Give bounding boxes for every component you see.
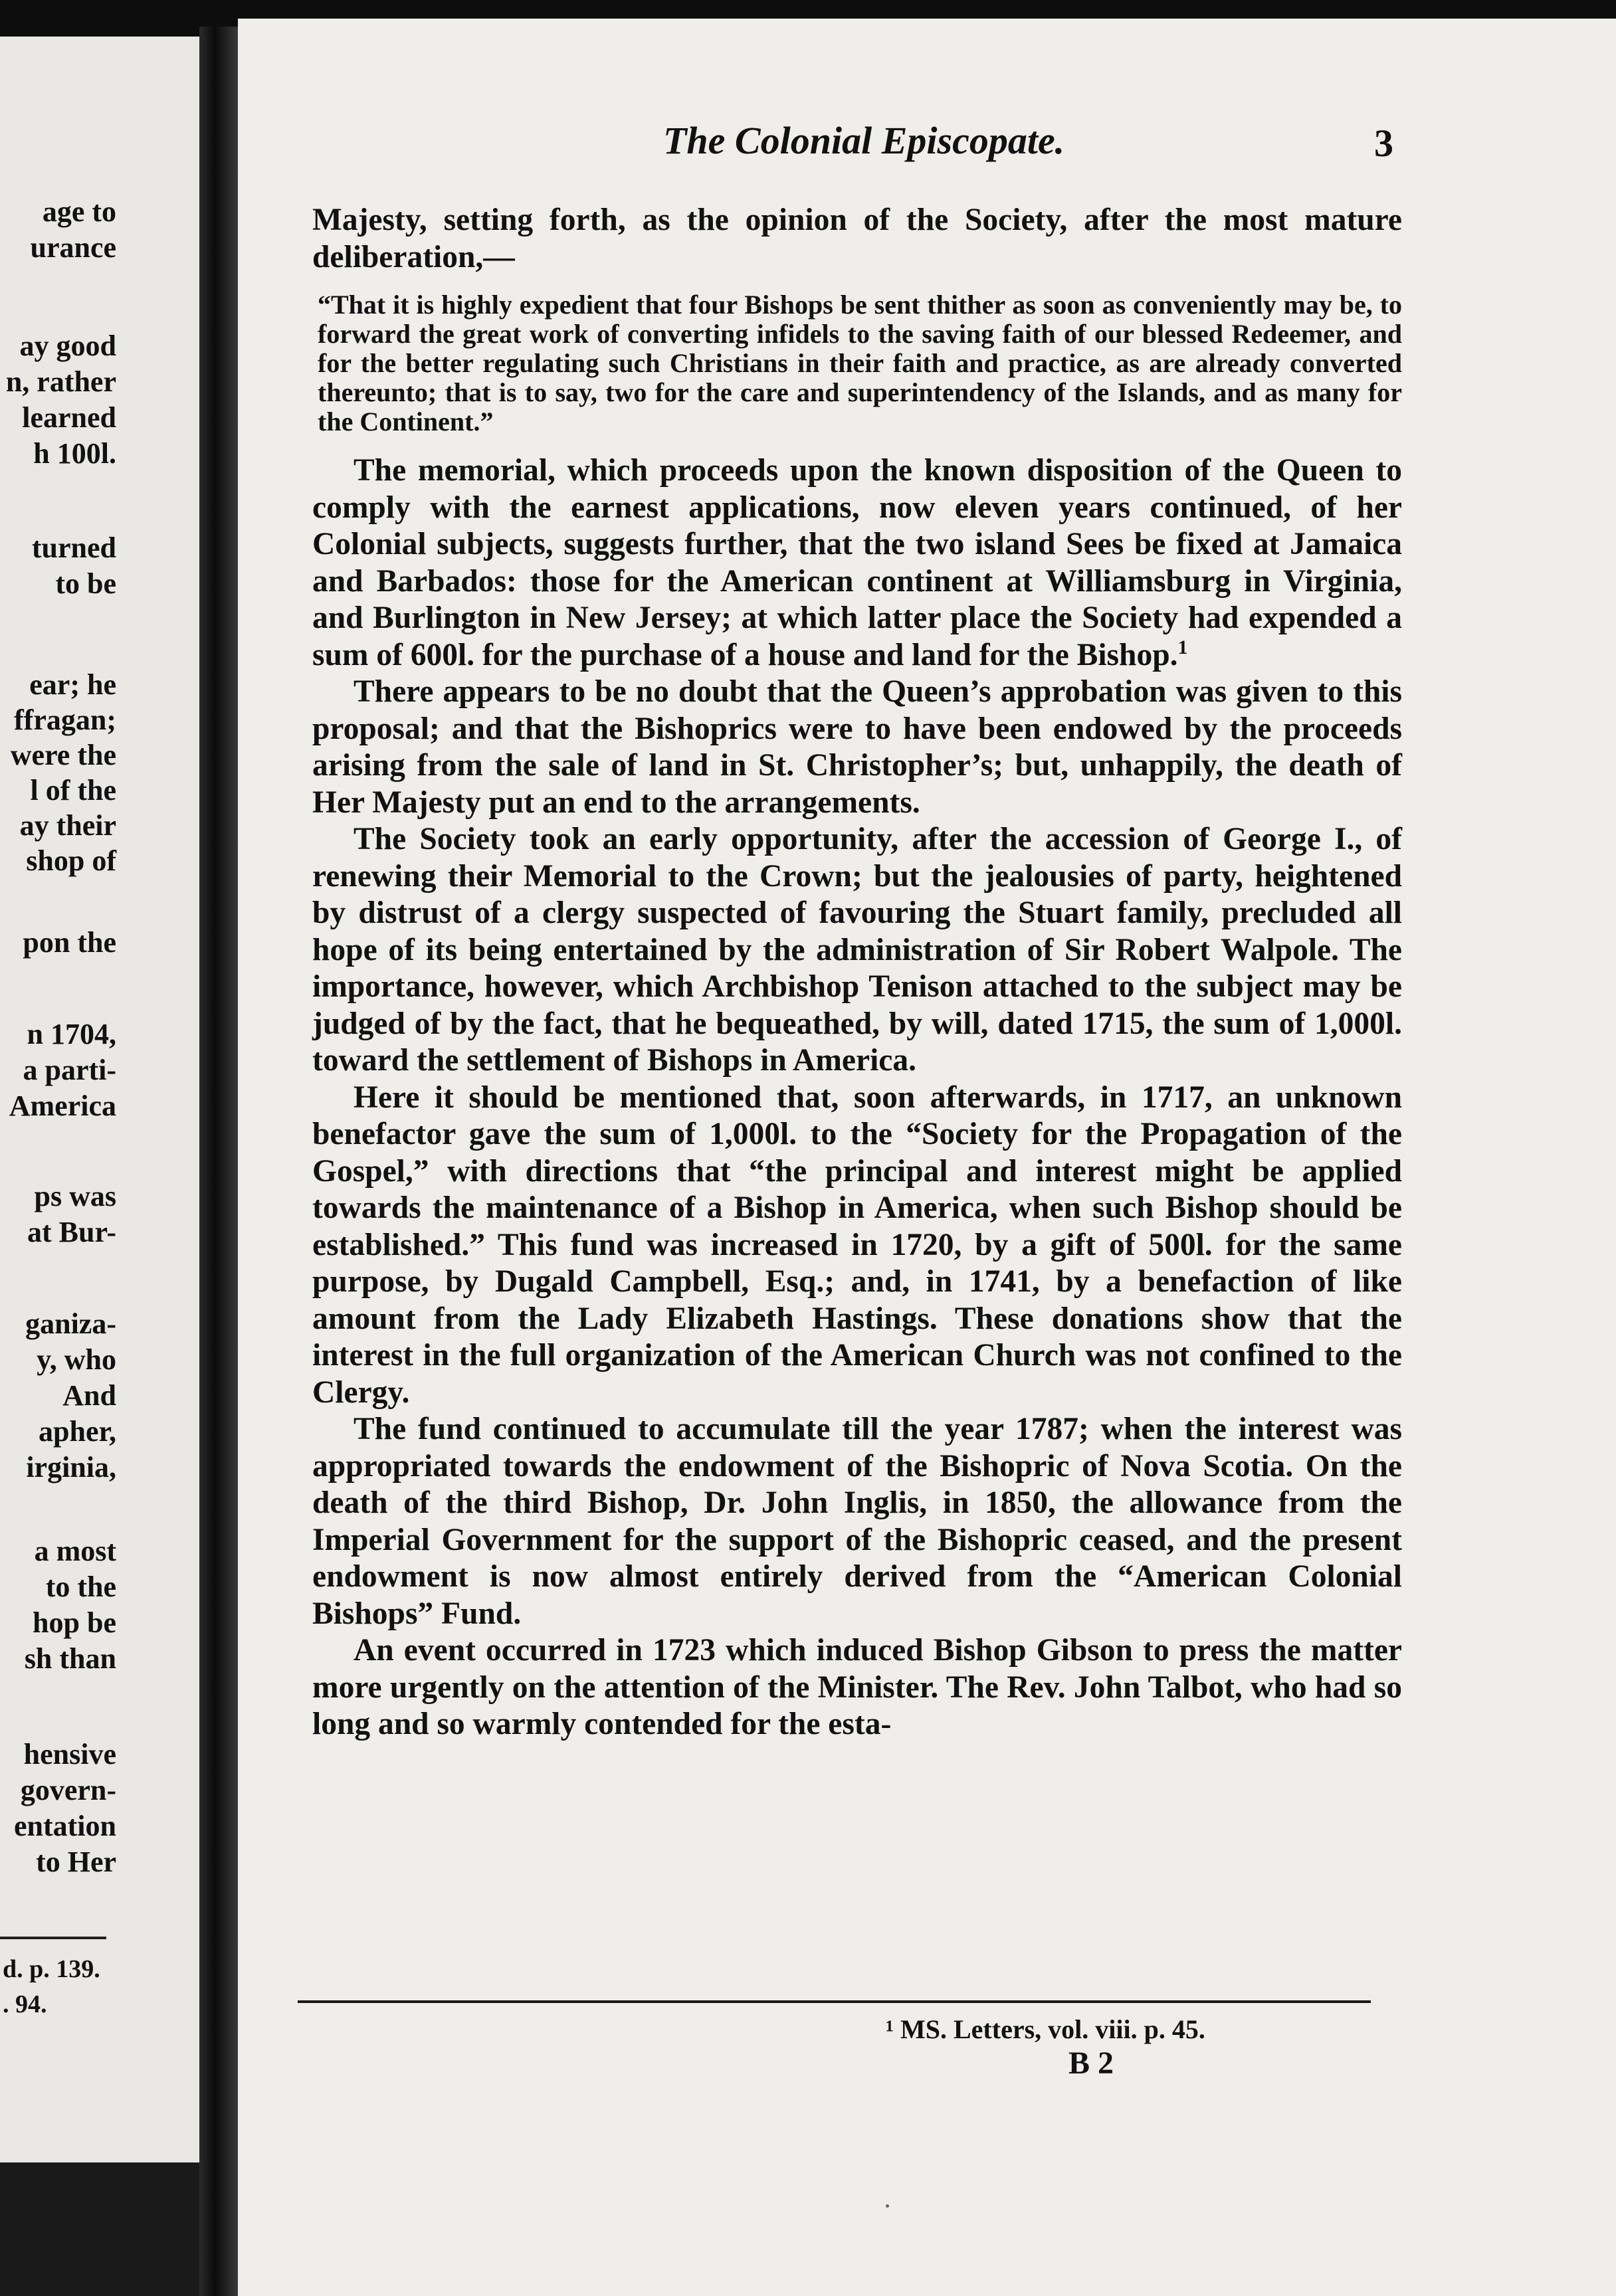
left-footnote: d. p. 139. (3, 1955, 100, 1983)
opening-paragraph: Majesty, setting forth, as the opinion of the Society, after the most mature deliberation,— (312, 203, 1402, 274)
left-line: hensive (23, 1738, 116, 1770)
body-paragraph (312, 452, 1402, 674)
left-line: entation (14, 1810, 116, 1842)
left-line: to the (45, 1571, 116, 1603)
left-footnote: . 94. (3, 1990, 47, 2018)
left-line: learned (22, 401, 116, 434)
left-line: to be (55, 567, 116, 600)
footnote: ¹ MS. Letters, vol. viii. p. 45. (886, 2014, 1205, 2044)
left-line: l of the (30, 774, 116, 807)
left-line: And (62, 1379, 116, 1412)
book-gutter (199, 27, 238, 2296)
left-line: irginia, (26, 1451, 116, 1483)
paragraph-text: The memorial, which proceeds upon the known disposition of the Queen to comply with the earnest applications, now eleven years continued, of her Colonial subjects, suggests further, that the two island Sees be fixed at Jamaica and Barbados: those for the American continent at Williamsburg in Virginia, and Burlington in New Jersey; at which latter place the Society had expended a sum of 600l. for the purchase of a house and land for the Bishop. (312, 453, 1402, 672)
left-line: shop of (26, 844, 116, 877)
page-header (238, 118, 1616, 165)
footnote-marker: 1 (1177, 636, 1188, 658)
right-page (238, 19, 1616, 2296)
body-paragraph: The fund continued to accumulate till the year 1787; when the interest was appropriated towards the endowment of the Bishopric of Nova Scotia. On the death of the third Bishop, Dr. John Inglis, in 1850, the allowance from the Imperial Government for the support of the Bishopric ceased, and the present endowment is now almost entirely derived from the “American Colonial Bishops” Fund. (312, 1412, 1402, 1631)
body-paragraph: Here it should be mentioned that, soon afterwards, in 1717, an unknown benefactor gave the sum of 1,000l. to the “Society for the Propagation of the Gospel,” with directions that “the principal and interest might be applied towards the maintenance of a Bishop in America, when such Bishop should be established.” This fund was increased in 1720, by a gift of 500l. for the same purpose, by Dugald Campbell, Esq.; and, in 1741, by a benefaction of like amount from the Lady Elizabeth Hastings. These donations show that the interest in the full organization of the American Church was not confined to the Clergy. (312, 1080, 1402, 1410)
left-footnote-rule (0, 1937, 106, 1939)
left-line: ay good (19, 330, 116, 362)
left-line: hop be (33, 1606, 116, 1639)
left-line: n 1704, (27, 1018, 116, 1050)
left-line: a parti- (23, 1054, 116, 1086)
left-line: y, who (37, 1343, 116, 1376)
left-line: at Bur- (27, 1216, 116, 1248)
left-line: America (9, 1090, 116, 1122)
left-line: urance (30, 231, 116, 264)
body-paragraph: An event occurred in 1723 which induced Bishop Gibson to press the matter more urgently on the attention of the Minister. The Rev. John Talbot, who had so long and so warmly contended for the esta- (312, 1633, 1402, 1741)
left-line: ear; he (29, 668, 116, 701)
left-line: were the (10, 739, 116, 771)
body-text (312, 202, 1402, 1743)
left-line: apher, (39, 1415, 116, 1448)
left-line: pon the (23, 926, 116, 959)
left-line: ffragan; (14, 704, 116, 736)
left-line: ay their (19, 809, 116, 842)
body-paragraph: The Society took an early opportunity, after the accession of George I., of renewing their Memorial to the Crown; but the jealousies of party, heightened by distrust of a clergy suspected of favouring the Stuart family, precluded all hope of its being entertained by the administration of Sir Robert Walpole. The importance, however, which Archbishop Tenison attached to the subject may be judged of by the fact, that he bequeathed, by will, dated 1715, the sum of 1,000l. toward the settlement of Bishops in America. (312, 822, 1402, 1078)
left-line: turned (31, 531, 116, 564)
left-line: sh than (24, 1642, 116, 1675)
left-line: ganiza- (25, 1307, 116, 1340)
footnote-rule (298, 2000, 1371, 2003)
paper-speck (886, 2204, 889, 2208)
left-page-fragment (0, 37, 199, 2162)
body-paragraph: There appears to be no doubt that the Queen’s approbation was given to this proposal; and that the Bishoprics were to have been endowed by the proceeds arising from the sale of land in St. Christopher’s; but, unhappily, the death of Her Majesty put an end to the arrangements. (312, 674, 1402, 820)
left-line: ps was (34, 1180, 116, 1212)
running-head: The Colonial Episcopate. (663, 119, 1065, 162)
left-line: to Her (36, 1846, 116, 1878)
left-line: a most (34, 1535, 116, 1567)
left-line: govern- (20, 1774, 116, 1806)
left-line: n, rather (5, 365, 116, 398)
left-line: h 100l. (33, 437, 116, 470)
memorial-quote: “That it is highly expedient that four Bishops be sent thither as soon as conveniently may be, to forward the great work of converting infidels to the saving faith of our blessed Redeemer, and for the better regulating such Christians in their faith and practice, as are already converted thereunto; that is to say, two for the care and superintendency of the Islands, and as many for the Continent.” (318, 290, 1402, 436)
page-number: 3 (1374, 122, 1393, 165)
signature-mark: B 2 (1068, 2046, 1114, 2081)
left-line: age to (42, 195, 116, 228)
